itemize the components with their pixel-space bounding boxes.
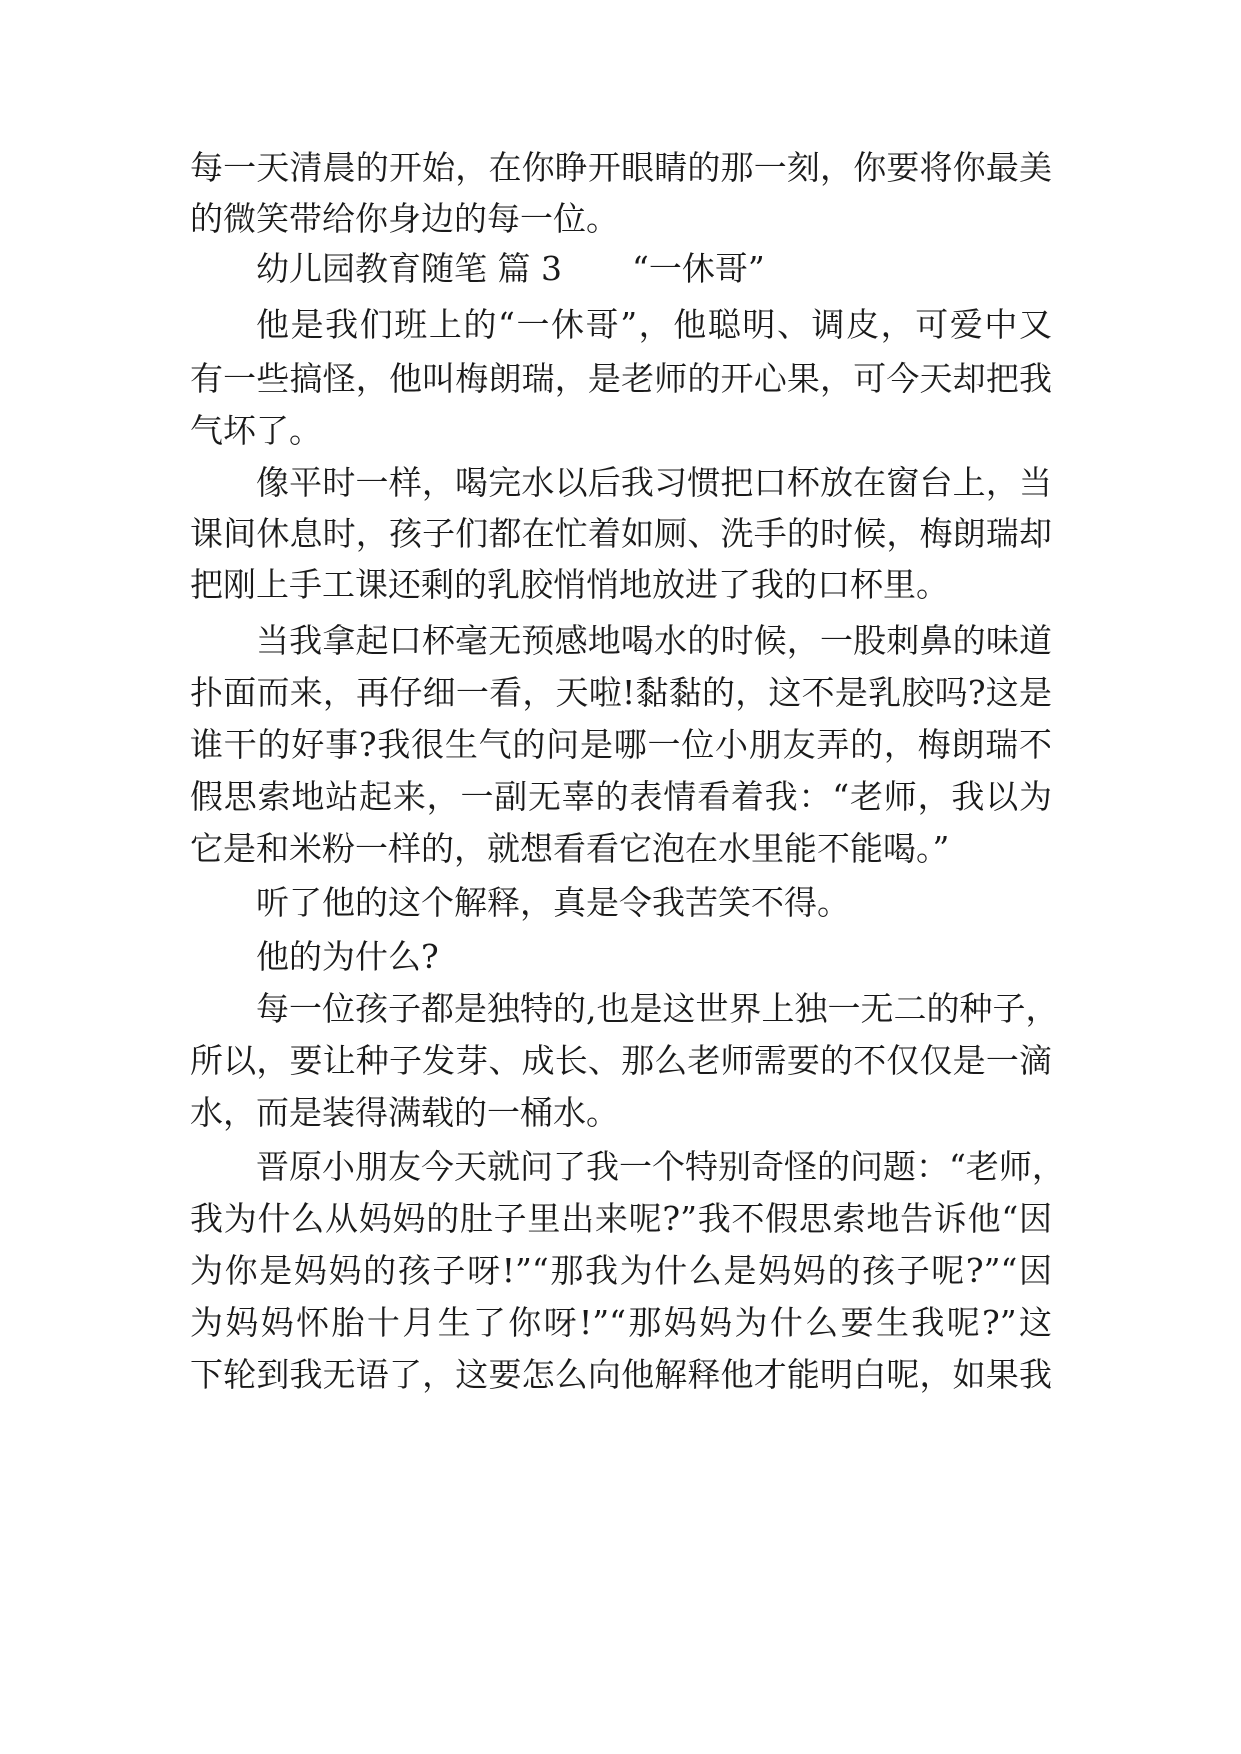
text-line: 为妈妈怀胎十月生了你呀!”“那妈妈为什么要生我呢?”这 — [190, 1303, 1052, 1342]
text-line: 谁干的好事?我很生气的问是哪一位小朋友弄的，梅朗瑞不 — [190, 725, 1052, 764]
text-line: 晋原小朋友今天就问了我一个特别奇怪的问题：“老师， — [256, 1147, 1065, 1186]
text-line: 气坏了。 — [190, 411, 322, 450]
text-line: 假思索地站起来，一副无辜的表情看着我：“老师，我以为 — [190, 777, 1052, 816]
text-line: 有一些搞怪，他叫梅朗瑞，是老师的开心果，可今天却把我 — [190, 359, 1052, 398]
text-line: 听了他的这个解释，真是令我苦笑不得。 — [256, 883, 850, 922]
text-line: 水，而是装得满载的一桶水。 — [190, 1093, 619, 1132]
text-line: 当我拿起口杯毫无预感地喝水的时候，一股刺鼻的味道 — [256, 621, 1052, 660]
section-subtitle: “一休哥” — [631, 249, 765, 288]
text-line: 像平时一样，喝完水以后我习惯把口杯放在窗台上，当 — [256, 463, 1052, 502]
text-line: 每一天清晨的开始，在你睁开眼睛的那一刻，你要将你最美 — [190, 148, 1052, 187]
text-line: 我为什么从妈妈的肚子里出来呢?”我不假思索地告诉他“因 — [190, 1199, 1052, 1238]
section-heading — [256, 249, 765, 289]
text-line: 课间休息时，孩子们都在忙着如厕、洗手的时候，梅朗瑞却 — [190, 514, 1052, 553]
section-title: 幼儿园教育随笔 篇 3 — [256, 249, 562, 288]
text-line: 扑面而来，再仔细一看，天啦!黏黏的，这不是乳胶吗?这是 — [190, 673, 1052, 712]
text-line: 所以，要让种子发芽、成长、那么老师需要的不仅仅是一滴 — [190, 1041, 1052, 1080]
text-line: 为你是妈妈的孩子呀!”“那我为什么是妈妈的孩子呢?”“因 — [190, 1251, 1052, 1290]
text-line: 它是和米粉一样的，就想看看它泡在水里能不能喝。” — [190, 829, 950, 868]
text-line: 的微笑带给你身边的每一位。 — [190, 199, 619, 238]
text-line: 下轮到我无语了，这要怎么向他解释他才能明白呢，如果我 — [190, 1355, 1052, 1394]
text-line: 他是我们班上的“一休哥”，他聪明、调皮，可爱中又 — [256, 305, 1052, 344]
text-line: 每一位孩子都是独特的,也是这世界上独一无二的种子， — [256, 989, 1059, 1028]
text-line: 他的为什么? — [256, 937, 439, 976]
text-line: 把刚上手工课还剩的乳胶悄悄地放进了我的口杯里。 — [190, 565, 949, 604]
